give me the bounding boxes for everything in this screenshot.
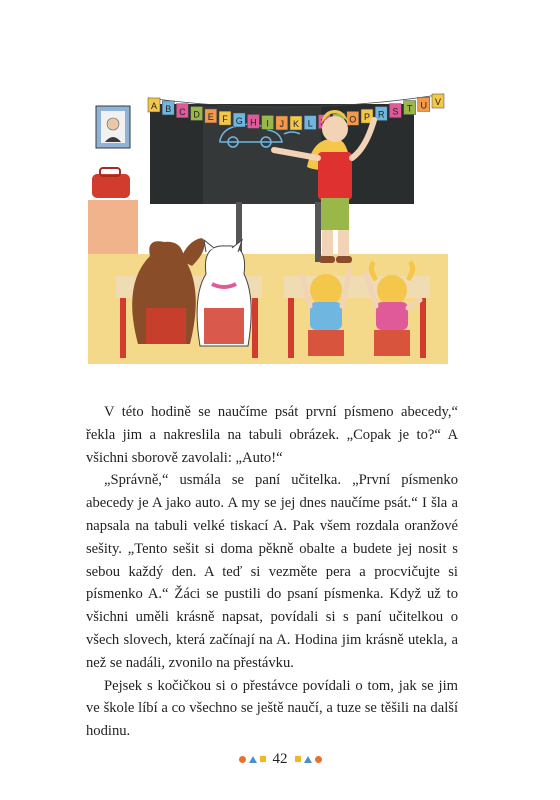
alphabet-flag (176, 104, 188, 118)
square-icon (295, 756, 301, 762)
alphabet-flag-letter: P (363, 112, 371, 123)
alphabet-flag-letter: L (307, 118, 313, 129)
alphabet-flag-letter: G (235, 115, 243, 126)
alphabet-flag-letter: A (150, 101, 158, 111)
alphabet-flag (262, 115, 274, 129)
alphabet-flag-letter: K (292, 119, 300, 129)
alphabet-flag (148, 98, 160, 112)
decorative-shapes-left (239, 756, 266, 763)
alphabet-flag (389, 104, 401, 118)
alphabet-flag (162, 101, 174, 115)
circle-icon (315, 756, 322, 763)
alphabet-flag-letter: C (179, 106, 186, 117)
alphabet-flag-letter: F (222, 114, 228, 125)
page-number: 42 (272, 750, 288, 767)
portrait-frame (96, 106, 130, 148)
alphabet-flag-letter: T (406, 103, 413, 114)
alphabet-flag-letter: R (377, 109, 385, 120)
alphabet-flag-letter: S (392, 106, 399, 117)
paragraph: „Správně,“ usmála se paní učitelka. „První písmenko abecedy je A jako auto. A my se jej dnes naučíme psát.“ I šla a napsala na tabuli velké tiskací A. Pak všem rozdala oranžové sešity. „Tento sešit si doma pěkně obalte a budete jej nosit s sebou každý den. A teď si vezměte pera a procvičujte si písmenko A.“ Žáci se pustili do psaní písmenka. Když už to všichni uměli krásně napsat, povídali si s paní učitelkou o všech slovech, která začínají na A. Hodina jim krásně utekla, a než se nadáli, zvonilo na přestávku. (86, 472, 458, 671)
alphabet-flag (276, 116, 288, 130)
alphabet-flag (233, 113, 245, 127)
page-footer (0, 750, 560, 768)
alphabet-flag-letter: H (250, 117, 257, 128)
alphabet-flag (375, 107, 387, 121)
paragraph: V této hodině se naučíme psát první písmeno abecedy,“ řekla jim a nakreslila na tabuli obrázek. „Copak je to?“ A všichni sborově zavolali: „Auto!“ (86, 404, 458, 466)
teacher-desk (88, 200, 138, 254)
alphabet-flag-letter: O (349, 114, 357, 125)
triangle-icon (249, 756, 257, 763)
alphabet-flag (432, 94, 444, 108)
alphabet-flag (191, 106, 203, 120)
alphabet-flag-letter: J (279, 118, 285, 129)
alphabet-flag-letter: I (266, 118, 269, 129)
alphabet-flag (404, 101, 416, 115)
alphabet-flag-letter: E (207, 111, 214, 122)
decorative-shapes-right (295, 756, 322, 763)
alphabet-flag-letter: V (434, 97, 442, 107)
square-icon (260, 756, 266, 762)
alphabet-flag-letter: B (165, 103, 172, 114)
alphabet-flag-letter: D (193, 109, 200, 120)
story-text (86, 401, 458, 743)
paragraph: Pejsek s kočičkou si o přestávce povídali o tom, jak se jim ve škole líbí a co všechno se ještě naučí, a tuze se těšili na další hodinu. (86, 677, 458, 740)
classroom-illustration (88, 84, 448, 364)
alphabet-flag (304, 116, 316, 130)
alphabet-flag (247, 114, 259, 128)
alphabet-flag (205, 109, 217, 123)
triangle-icon (304, 756, 312, 763)
alphabet-flag-letter: U (420, 100, 428, 111)
alphabet-flag (219, 111, 231, 125)
alphabet-flag (418, 97, 430, 111)
circle-icon (239, 756, 246, 763)
alphabet-flag (290, 116, 302, 130)
